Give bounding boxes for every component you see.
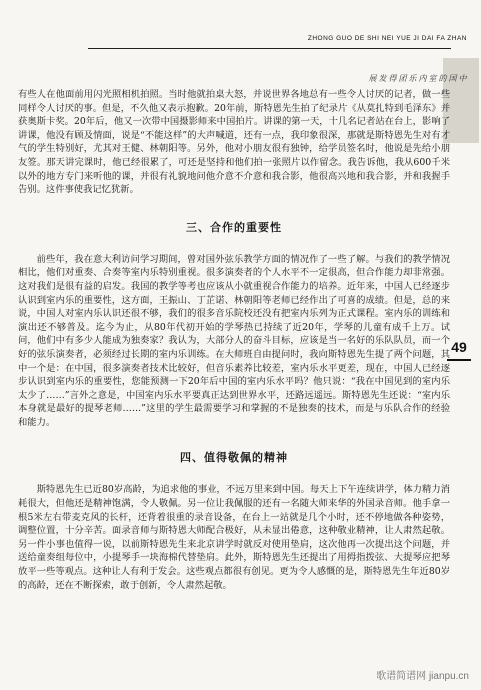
watermark: 歌谱简谱网 jianpu.cn [376, 671, 469, 682]
paragraph: 前些年，我在意大利访问学习期间，曾对国外弦乐教学方面的情况作了一些了解。与我们的教学情况相比，他们对重奏、合奏等室内乐特别重视。很多演奏者的个人水平不一定很高，但合作能力却非常强。这对我们是很有益的启发。我国的教学等考也应该从小就重视合作能力的培养。近年来，中国人已经逐步认识到室内乐的重要性，这方面，王振山、丁芷诺、林朝阳等老师已经作出了可喜的成绩。但是，总的来说，中国人对室内乐认识还很不够，我们的很多音乐院校还没有把室内乐列为正式课程。室内乐的训练和演出还不够普及。迄今为止，从80年代初开始的学琴热已持续了近20年，学琴的儿童有成千上万。试问，他们中有多少人能成为独奏家？我认为，大部分人的奋斗目标，应该是当一名好的乐队队员，而一个好的弦乐演奏者，必须经过长期的室内乐训练。在大师班自由提问时，我向斯特恩先生提了两个问题，其中一个是：在中国，很多演奏者技术比较好，但音乐素养比较差，室内乐水平更差，现在，中国人已经逐步认识到室内乐的重要性，您能预测一下20年后中国的室内乐水平吗？他只说：“我在中国见到的室内乐太少了……”言外之意是，中国室内乐水平要真正达到世界水平，还路远遥远。斯特恩先生还说：“室内乐本身就是最好的提琴老师……”这里的学生最需要学习和掌握的不是独奏的技术，而是与乐队合作的经验和能力。 [18, 253, 450, 428]
page-number: 49 [447, 335, 471, 361]
paragraph: 有些人在他面前用闪光照相机拍照。当时他就拍桌大怒，并说世界各地总有一些令人讨厌的记者，做一些同样令人讨厌的事。但是，不久他又表示抱歉。20年前，斯特恩先生拍了纪录片《从莫扎特到毛泽东》并获奥斯卡奖。20年后，他又一次带中国摄影师来中国拍片。讲课的第一天，十几名记者站在台上，影响了讲课，他没有顾及情面，说是“不能这样”的大声喊道，还有一点，我印象很深，那就是斯特恩先生对有才气的学生特别好，尤其对王健、林朝阳等。另外，他对小朋友很有独钟，给学员签名时，他说是先给小朋友签。那天讲完课时，他已经很累了，可还是坚持和他们拍一张照片以作留念。我告诉他，我从600千米以外的地方专门来听他的课，并很有礼貌地问他介意不介意和我合影，他很高兴地和我合影，并和我握手告别。这件事使我记忆犹新。 [18, 89, 450, 196]
side-title: 中国的室内乐团得发展 [368, 74, 467, 82]
section-heading: 三、合作的重要性 [186, 220, 282, 234]
running-head: ZHONG GUO DE SHI NEI YUE JI DAI FA ZHAN [307, 35, 467, 42]
header-rule [88, 48, 451, 49]
paragraph: 斯特恩先生已近80岁高龄，为追求他的事业，不远万里来到中国。每天上下午连续讲学，体力精力消耗很大，但他还是精神饱满，令人敬佩。另一位让我佩服的还有一名随大师来华的外国录音师。他手拿一根5米左右带麦克风的长杆，还背着很重的录音设备，在台上一站就是几个小时，还不停地做各种姿势，调整位置，十分辛苦。面录音师与斯特恩大师配合极好，从未显出倦意，这种敬业精神，让人肃然起敬。另一件小事也值得一说，以前斯特恩先生来北京讲学时就反对使用垫肩，这次他再一次提出这个问题，并送给童奏组每位中，小提琴手一块海棉代替垫肩。此外，斯特恩先生还提出了用拇指拨弦、大提琴应把琴放平一些等观点。这种让人有利于发会。这些观点都很有创见。更为令人感慨的是，斯特恩先生年近80岁的高龄，还在不断探索，敢于创新，令人肃然起敬。 [18, 484, 450, 591]
section-heading: 四、值得敬佩的精神 [180, 451, 288, 465]
article-body [18, 88, 450, 592]
